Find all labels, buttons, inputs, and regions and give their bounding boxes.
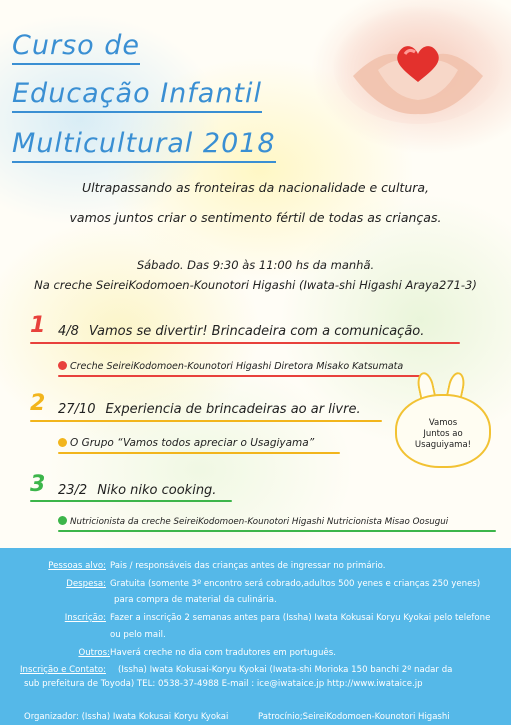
green-dot-icon <box>58 516 67 525</box>
event-underline-1 <box>30 342 460 344</box>
sponsor-text: Patrocínio;SeireiKodomoen-Kounotori Higashi <box>258 712 450 722</box>
cost-value-2: para compra de material da culinária. <box>114 595 277 605</box>
event-date-1: 4/8 <box>58 324 79 339</box>
event-underline-3 <box>30 500 232 502</box>
event-sub-2: O Grupo “Vamos todos apreciar o Usagiyama” <box>58 437 314 449</box>
other-value: Haverá creche no dia com tradutores em português. <box>110 648 336 658</box>
event-sub-1: Creche SeireiKodomoen-Kounotori Higashi Diretora Misako Katsumata <box>58 361 403 372</box>
registration-value-2: ou pelo mail. <box>110 630 166 640</box>
event-number-2: 2 <box>30 391 46 416</box>
event-title-2 <box>58 402 361 417</box>
cost-label: Despesa: <box>66 579 106 589</box>
event-date-3: 23/2 <box>58 483 88 498</box>
title-line-2: Educação Infantil <box>12 78 262 109</box>
info-panel <box>0 548 511 725</box>
schedule-venue: Na creche SeireiKodomoen-Kounotori Higashi (Iwata-shi Higashi Araya271-3) <box>34 278 477 292</box>
event-date-2: 27/10 <box>58 402 96 417</box>
registration-label: Inscrição: <box>64 613 106 623</box>
event-text-3: Niko niko cooking. <box>97 483 217 498</box>
event-number-3: 3 <box>30 472 46 497</box>
bubble-line-3: Usaguiyama! <box>414 440 472 450</box>
event-text-2: Experiencia de brincadeiras ao ar livre. <box>105 402 361 417</box>
lead-text-2: vamos juntos criar o sentimento fértil de todas as crianças. <box>69 210 442 225</box>
bubble-line-1: Vamos <box>428 418 458 428</box>
registration-value-1: Fazer a inscrição 2 semanas antes para (Issha) Iwata Kokusai Koryu Kyokai pelo telefone <box>110 613 491 623</box>
event-title-1 <box>58 324 424 339</box>
event-underline-2 <box>30 420 382 422</box>
target-label: Pessoas alvo: <box>48 561 106 571</box>
target-value: Pais / responsáveis das crianças antes de ingressar no primário. <box>110 561 386 571</box>
heart-icon <box>333 6 503 124</box>
title-line-1: Curso de <box>12 30 140 61</box>
bubble-line-2: Juntos ao <box>423 429 463 439</box>
schedule-time: Sábado. Das 9:30 às 11:00 hs da manhã. <box>136 258 375 272</box>
yellow-dot-icon <box>58 438 67 447</box>
contact-value-1: (Issha) Iwata Kokusai-Koryu Kyokai (Iwata-shi Morioka 150 banchi 2º nadar da <box>118 665 453 675</box>
red-dot-icon <box>58 361 67 370</box>
speech-bubble <box>395 394 491 468</box>
organizer-text: Organizador: (Issha) Iwata Kokusai Koryu Kyokai <box>24 712 229 722</box>
hands-heart-image <box>333 6 503 124</box>
lead-text-1: Ultrapassando as fronteiras da nacionalidade e cultura, <box>81 180 430 195</box>
event-number-1: 1 <box>30 313 46 338</box>
event-sub-underline-3 <box>58 530 496 532</box>
other-label: Outros: <box>78 648 110 658</box>
event-sub-underline-1 <box>58 375 420 377</box>
event-text-1: Vamos se divertir! Brincadeira com a comunicação. <box>88 324 425 339</box>
contact-label: Inscrição e Contato: <box>20 665 106 675</box>
event-sub-underline-2 <box>58 452 340 454</box>
event-sub-3: Nutricionista da creche SeireiKodomoen-Kounotori Higashi Nutricionista Misao Oosugui <box>58 516 448 527</box>
title-line-3: Multicultural 2018 <box>12 128 276 159</box>
event-title-3 <box>58 483 216 498</box>
cost-value-1: Gratuita (somente 3º encontro será cobrado,adultos 500 yenes e crianças 250 yenes) <box>110 579 481 589</box>
contact-value-2: sub prefeitura de Toyoda) TEL: 0538-37-4988 E-mail : ice@iwataice.jp http://www.iwataice.jp <box>24 679 423 689</box>
